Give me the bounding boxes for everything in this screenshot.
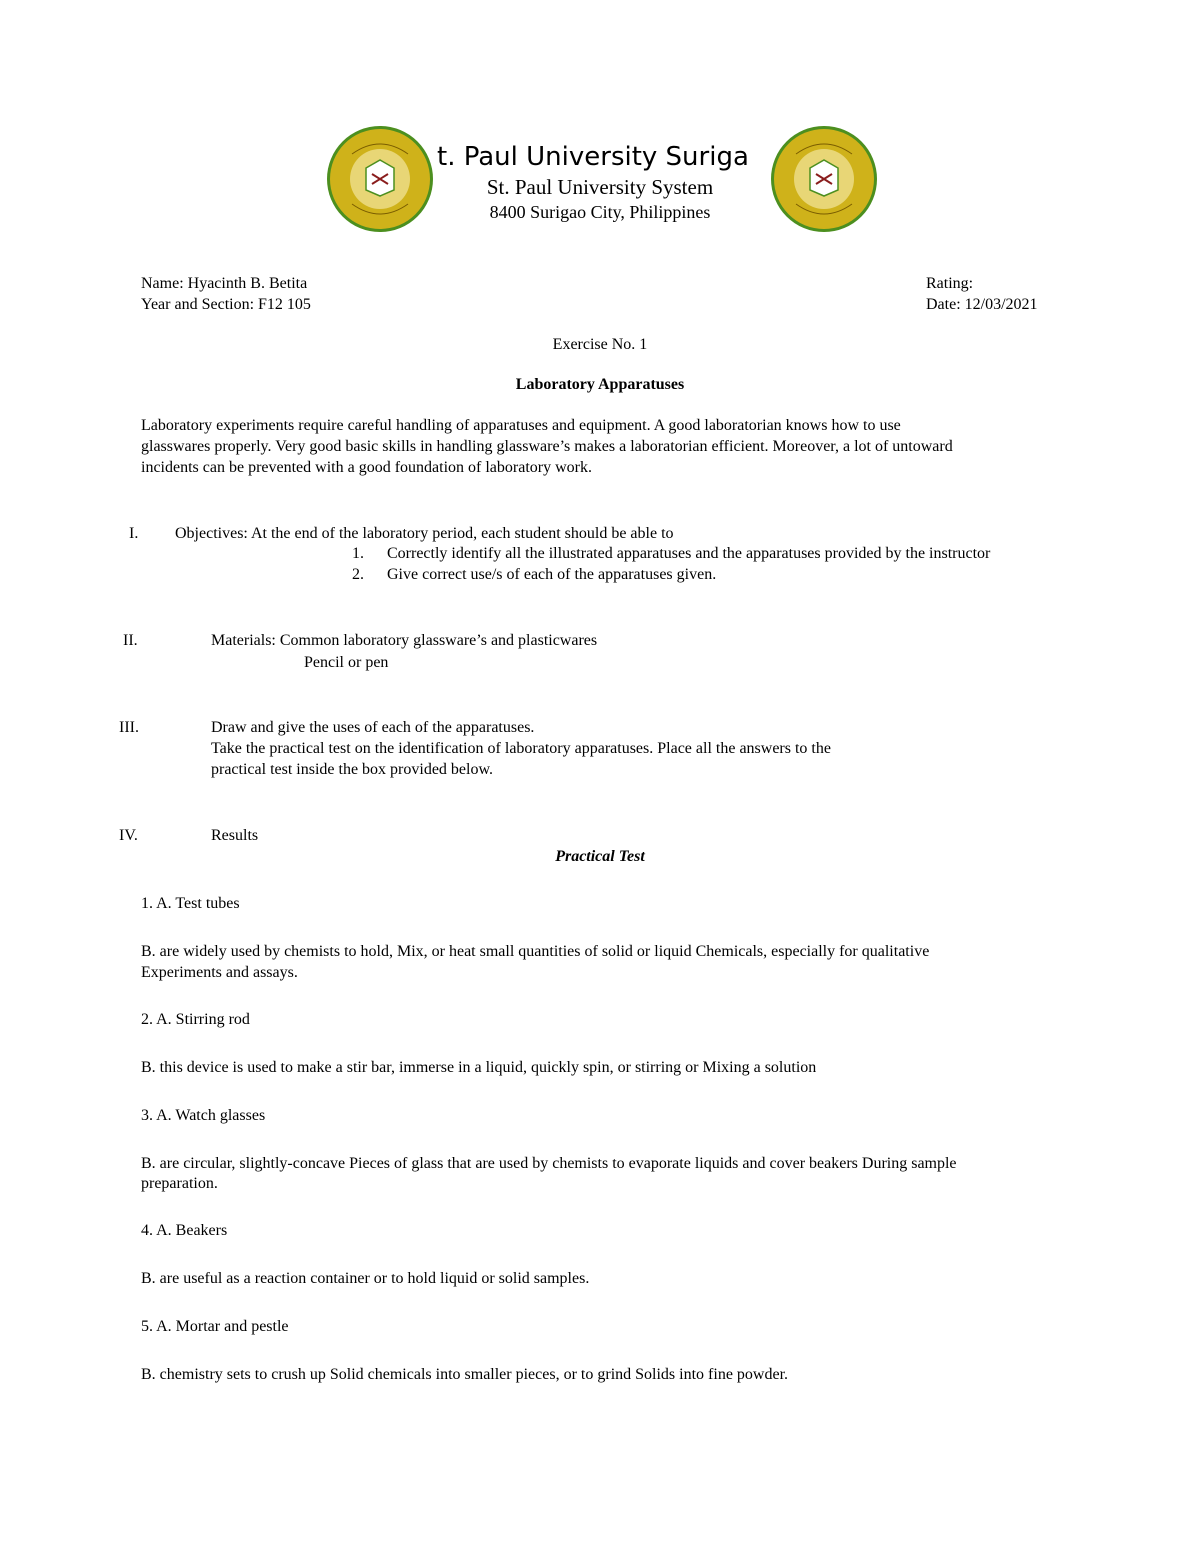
date-label: Date: 12/03/2021 [926,296,1038,313]
procedure-numeral: III. [119,719,139,736]
exercise-title: Laboratory Apparatuses [515,376,685,393]
objective-item-2: Give correct use/s of each of the apparatuses given. [387,566,717,583]
results-text: Results [211,827,259,844]
answer-4-a: 4. A. Beakers [141,1222,228,1239]
procedure-line-2: Take the practical test on the identification of laboratory apparatuses. Place all the answers to the [211,740,831,757]
procedure-line-1: Draw and give the uses of each of the apparatuses. [211,719,535,736]
university-title: t. Paul University Suriga [437,142,749,172]
results-numeral: IV. [119,827,138,844]
intro-line-2: glasswares properly. Very good basic skills in handling glassware’s makes a laboratorian efficient. Moreover, a lot of untoward [141,438,953,455]
intro-line-1: Laboratory experiments require careful handling of apparatuses and equipment. A good laboratorian knows how to use [141,417,901,434]
answer-2-a: 2. A. Stirring rod [141,1011,250,1028]
university-address: 8400 Surigao City, Philippines [489,202,711,222]
answer-3-b-cont: preparation. [141,1175,218,1192]
answer-5-b: B. chemistry sets to crush up Solid chemicals into smaller pieces, or to grind Solids into fine powder. [141,1366,789,1383]
materials-extra: Pencil or pen [304,654,389,671]
answer-1-a: 1. A. Test tubes [141,895,240,912]
student-name: Name: Hyacinth B. Betita [141,275,308,292]
intro-line-3: incidents can be prevented with a good foundation of laboratory work. [141,459,592,476]
objective-item-1: Correctly identify all the illustrated apparatuses and the apparatuses provided by the instructor [387,545,991,562]
answer-1-b-cont: Experiments and assays. [141,964,298,981]
objective-num-2: 2. [352,566,364,583]
answer-3-b: B. are circular, slightly-concave Pieces of glass that are used by chemists to evaporate liquids and cover beakers During sample [141,1155,957,1172]
student-year-section: Year and Section: F12 105 [141,296,311,313]
exercise-number: Exercise No. 1 [552,336,648,353]
objective-num-1: 1. [352,545,364,562]
answer-5-a: 5. A. Mortar and pestle [141,1318,289,1335]
practical-test-title: Practical Test [555,848,645,865]
university-system: St. Paul University System [486,175,714,199]
answer-3-a: 3. A. Watch glasses [141,1107,266,1124]
objectives-numeral: I. [129,525,139,542]
materials-numeral: II. [123,632,138,649]
objectives-text: Objectives: At the end of the laboratory period, each student should be able to [175,525,674,542]
rating-label: Rating: [926,275,974,292]
procedure-line-3: practical test inside the box provided below. [211,761,493,778]
answer-1-b: B. are widely used by chemists to hold, Mix, or heat small quantities of solid or liquid Chemicals, especially for qualitative [141,943,930,960]
answer-4-b: B. are useful as a reaction container or to hold liquid or solid samples. [141,1270,590,1287]
answer-2-b: B. this device is used to make a stir bar, immerse in a liquid, quickly spin, or stirring or Mixing a solution [141,1059,817,1076]
materials-text: Materials: Common laboratory glassware’s and plasticwares [211,632,598,649]
